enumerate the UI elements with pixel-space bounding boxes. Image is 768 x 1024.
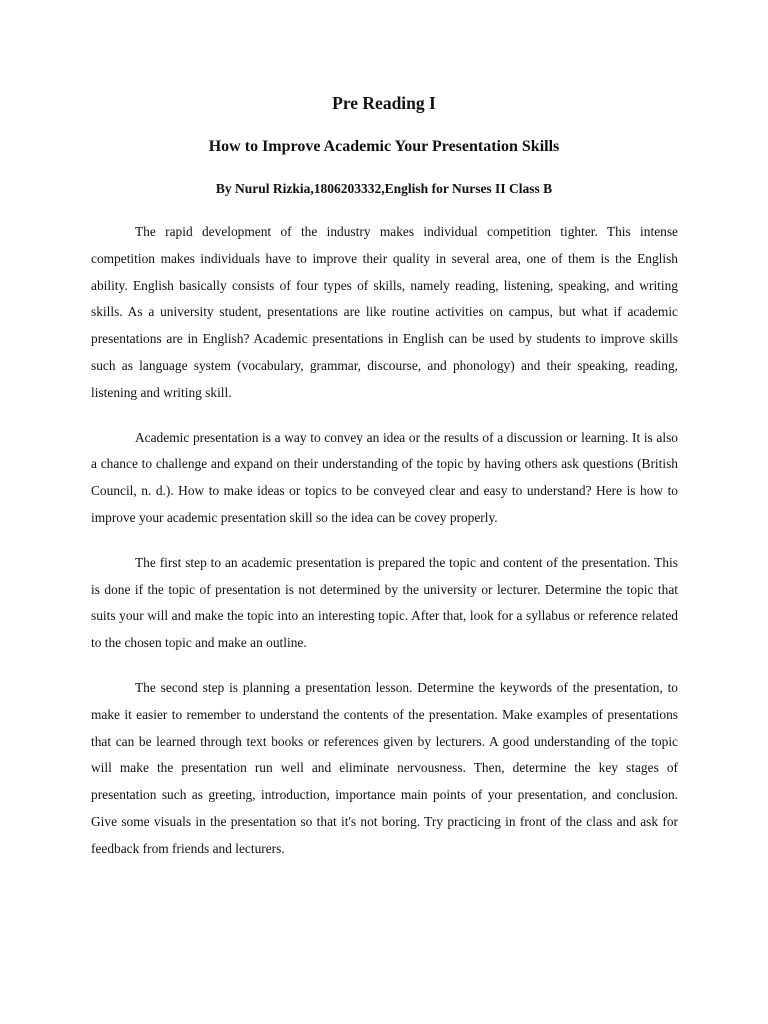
paragraph-definition: Academic presentation is a way to convey an idea or the results of a discussion or learning. It is also a chance to challenge and expand on their understanding of the topic by having others ask questions (British Council, n. d.). How to make ideas or topics to be conveyed clear and easy to understand? Here is how to improve your academic presentation skill so the idea can be covey properly. [91,429,678,525]
document-body [91,219,678,881]
paragraph-second-step: The second step is planning a presentation lesson. Determine the keywords of the presentation, to make it easier to remember to understand the contents of the presentation. Make examples of presentations that can be learned through text books or references given by lecturers. A good understanding of the topic will make the presentation run well and eliminate nervousness. Then, determine the key stages of presentation such as greeting, introduction, importance main points of your presentation, and conclusion. Give some visuals in the presentation so that it's not boring. Try practicing in front of the class and ask for feedback from friends and lecturers. [91,679,678,856]
document-title: Pre Reading I [332,93,436,113]
document-subtitle: How to Improve Academic Your Presentation Skills [208,138,560,155]
paragraph-first-step: The first step to an academic presentation is prepared the topic and content of the presentation. This is done if the topic of presentation is not determined by the university or lecturer. Determine the topic that suits your will and make the topic into an interesting topic. After that, look for a syllabus or reference related to the chosen topic and make an outline. [91,554,678,651]
paragraph-introduction: The rapid development of the industry makes individual competition tighter. This intense competition makes individuals have to improve their quality in several area, one of them is the English ability. English basically consists of four types of skills, namely reading, listening, speaking, and writing skills. As a university student, presentations are like routine activities on campus, but what if academic presentations are in English? Academic presentations in English can be used by students to improve skills such as language system (vocabulary, grammar, discourse, and phonology) and their speaking, reading, listening and writing skill. [91,224,678,400]
author-byline: By Nurul Rizkia,1806203332,English for Nurses II Class B [215,181,553,196]
